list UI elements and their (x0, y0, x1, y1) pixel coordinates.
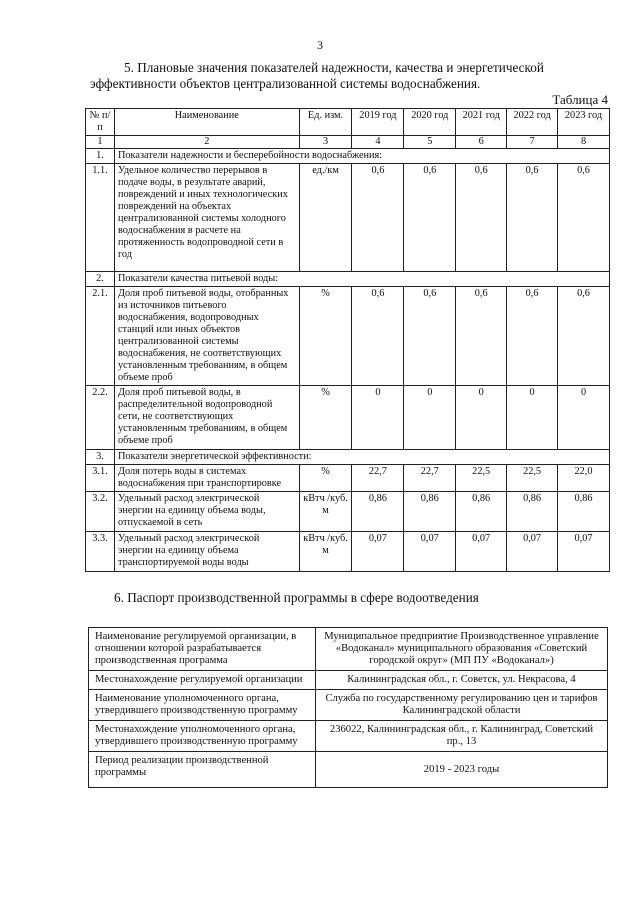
value-cell: 22,0 (558, 465, 610, 492)
page-number: 3 (317, 38, 323, 52)
passport-table (88, 627, 608, 788)
value-cell: 0,07 (456, 532, 507, 572)
table-row (86, 287, 610, 386)
unit-cell: кВтч /куб. м (299, 492, 352, 532)
table-caption: Таблица 4 (552, 92, 608, 107)
value-cell: 22,5 (507, 465, 558, 492)
value-cell: 0,86 (558, 492, 610, 532)
value-cell: 0,6 (558, 287, 610, 386)
value-cell: 0,6 (456, 164, 507, 272)
value-cell: 0,07 (352, 532, 404, 572)
table-header-row (86, 109, 610, 136)
unit-cell: % (299, 287, 352, 386)
row-number: 2.1. (86, 287, 115, 386)
section-5-heading-line-2: эффективности объектов централизованной системы водоснабжения. (90, 76, 481, 91)
group-title: Показатели качества питьевой воды: (114, 272, 609, 287)
column-index-cell: 1 (86, 136, 115, 149)
unit-cell: кВтч /куб. м (299, 532, 352, 572)
value-cell: 0 (507, 386, 558, 450)
passport-row (89, 690, 608, 721)
passport-value: Муниципальное предприятие Производственное управление «Водоканал» муниципального образования «Советский городской округ» (МП ПУ «Водоканал») (316, 628, 608, 671)
value-cell: 0 (352, 386, 404, 450)
column-index-cell: 5 (404, 136, 456, 149)
value-cell: 0,6 (352, 287, 404, 386)
indicator-name: Доля проб питьевой воды, отобранных из источников питьевого водоснабжения, водопроводных станций или иных объектов централизованной системы водоснабжения, не соответствующих установленным требованиям, в общем объеме проб (114, 287, 299, 386)
group-title: Показатели энергетической эффективности: (114, 450, 609, 465)
column-index-cell: 8 (558, 136, 610, 149)
header-cell: 2019 год (352, 109, 404, 136)
header-cell: Ед. изм. (299, 109, 352, 136)
indicator-name: Доля проб питьевой воды, в распределительной водопроводной сети, не соответствующих установленным требованиям, в общем объеме проб (114, 386, 299, 450)
row-number: 3.1. (86, 465, 115, 492)
value-cell: 0,07 (558, 532, 610, 572)
row-number: 2.2. (86, 386, 115, 450)
passport-label: Местонахождение уполномоченного органа, утвердившего производственную программу (89, 721, 316, 752)
value-cell: 22,7 (404, 465, 456, 492)
header-cell: Наименование (114, 109, 299, 136)
section-6-heading: 6. Паспорт производственной программы в сфере водоотведения (114, 590, 479, 605)
value-cell: 0,6 (558, 164, 610, 272)
indicator-name: Удельный расход электрической энергии на единицу объема транспортируемой воды воды (114, 532, 299, 572)
unit-cell: ед./км (299, 164, 352, 272)
passport-value: 2019 - 2023 годы (316, 752, 608, 788)
row-number: 2. (86, 272, 115, 287)
passport-label: Наименование уполномоченного органа, утвердившего производственную программу (89, 690, 316, 721)
table-row (86, 492, 610, 532)
value-cell: 0,6 (404, 164, 456, 272)
section-5-heading (90, 60, 560, 92)
unit-cell: % (299, 386, 352, 450)
value-cell: 0,86 (352, 492, 404, 532)
header-cell: 2020 год (404, 109, 456, 136)
column-index-row (86, 136, 610, 149)
column-index-cell: 6 (456, 136, 507, 149)
passport-value: Калининградская обл., г. Советск, ул. Некрасова, 4 (316, 671, 608, 690)
table-row (86, 465, 610, 492)
row-number: 3.3. (86, 532, 115, 572)
value-cell: 0,86 (456, 492, 507, 532)
value-cell: 0,6 (456, 287, 507, 386)
table-group-row (86, 450, 610, 465)
indicator-name: Удельный расход электрической энергии на единицу объема воды, отпускаемой в сеть (114, 492, 299, 532)
unit-cell: % (299, 465, 352, 492)
table-group-row (86, 149, 610, 164)
passport-label: Местонахождение регулируемой организации (89, 671, 316, 690)
column-index-cell: 2 (114, 136, 299, 149)
passport-value: Служба по государственному регулированию цен и тарифов Калининградской области (316, 690, 608, 721)
passport-row (89, 671, 608, 690)
value-cell: 22,7 (352, 465, 404, 492)
row-number: 1.1. (86, 164, 115, 272)
header-cell: 2022 год (507, 109, 558, 136)
table-row (86, 532, 610, 572)
value-cell: 0,07 (507, 532, 558, 572)
header-cell: № п/п (86, 109, 115, 136)
group-title: Показатели надежности и бесперебойности водоснабжения: (114, 149, 609, 164)
indicators-table (85, 108, 610, 572)
indicator-name: Удельное количество перерывов в подаче воды, в результате аварий, повреждений и иных технологических повреждений на объектах централизованной системы холодного водоснабжения в расчете на протяженность водопроводной сети в год (114, 164, 299, 272)
column-index-cell: 3 (299, 136, 352, 149)
value-cell: 22,5 (456, 465, 507, 492)
section-5-heading-line-1: 5. Плановые значения показателей надежности, качества и энергетической (124, 60, 544, 75)
row-number: 1. (86, 149, 115, 164)
table-row (86, 386, 610, 450)
value-cell: 0,6 (507, 287, 558, 386)
column-index-cell: 4 (352, 136, 404, 149)
passport-row (89, 628, 608, 671)
row-number: 3.2. (86, 492, 115, 532)
header-cell: 2021 год (456, 109, 507, 136)
value-cell: 0 (456, 386, 507, 450)
passport-label: Наименование регулируемой организации, в отношении которой разрабатывается производственная программа (89, 628, 316, 671)
passport-row (89, 752, 608, 788)
value-cell: 0,6 (507, 164, 558, 272)
value-cell: 0,86 (507, 492, 558, 532)
table-row (86, 164, 610, 272)
value-cell: 0,6 (404, 287, 456, 386)
passport-row (89, 721, 608, 752)
value-cell: 0,6 (352, 164, 404, 272)
value-cell: 0 (558, 386, 610, 450)
row-number: 3. (86, 450, 115, 465)
value-cell: 0,07 (404, 532, 456, 572)
column-index-cell: 7 (507, 136, 558, 149)
value-cell: 0 (404, 386, 456, 450)
indicator-name: Доля потерь воды в системах водоснабжения при транспортировке (114, 465, 299, 492)
header-cell: 2023 год (558, 109, 610, 136)
passport-value: 236022, Калининградская обл., г. Калининград, Советский пр., 13 (316, 721, 608, 752)
passport-label: Период реализации производственной программы (89, 752, 316, 788)
value-cell: 0,86 (404, 492, 456, 532)
table-group-row (86, 272, 610, 287)
